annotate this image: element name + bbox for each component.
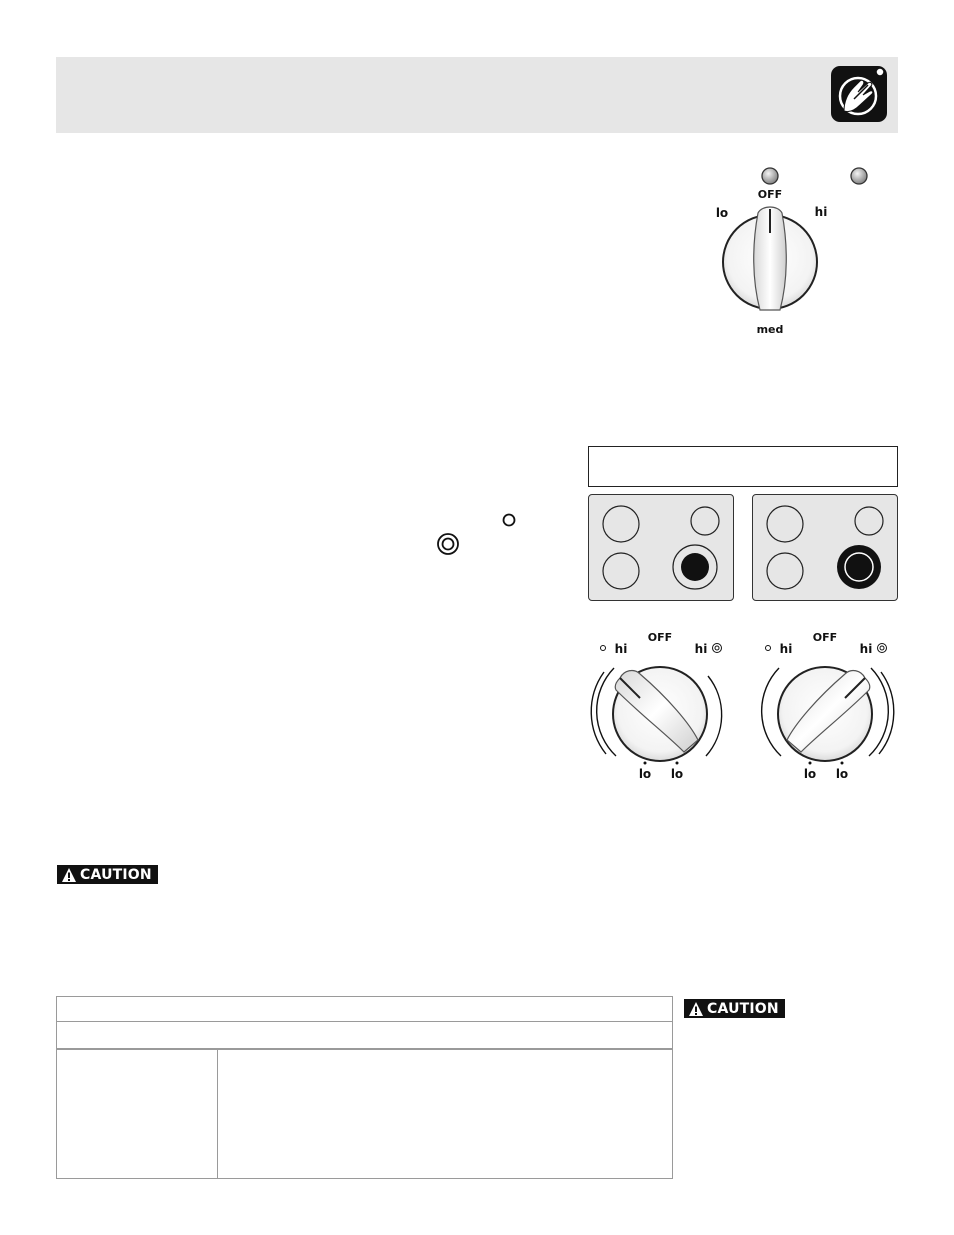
- dial-hi-label: hi: [814, 205, 828, 219]
- surface-control-dial[interactable]: [700, 185, 840, 340]
- dial-med-label: med: [756, 323, 784, 336]
- warning-triangle-icon: [61, 867, 77, 883]
- dial-off-label: OFF: [647, 631, 673, 644]
- dial-lo-left-label: lo: [638, 767, 652, 781]
- caution-label: CAUTION: [80, 866, 152, 883]
- caution-label: CAUTION: [707, 1000, 779, 1017]
- dial-hi-left-label: hi: [614, 642, 628, 656]
- cooktop-diagram-dual: [752, 494, 898, 601]
- table-divider: [57, 1048, 672, 1050]
- dial-off-label: OFF: [812, 631, 838, 644]
- dial-hi-left-label: hi: [779, 642, 793, 656]
- dial-hi-right-label: hi: [859, 642, 873, 656]
- dual-element-icon: [436, 532, 460, 556]
- warning-triangle-icon: [688, 1001, 704, 1017]
- dual-control-dial-dual-setting[interactable]: [755, 628, 895, 784]
- header-band: [56, 57, 898, 133]
- hand-adjusting-knob-icon: [830, 65, 888, 123]
- dial-lo-right-label: lo: [835, 767, 849, 781]
- cooking-settings-table: [56, 996, 673, 1179]
- dial-lo-label: lo: [715, 206, 729, 220]
- dual-control-dial-single-setting[interactable]: [590, 628, 730, 784]
- cooktop-diagram-single: [588, 494, 734, 601]
- caution-badge: [684, 999, 785, 1018]
- dial-off-label: OFF: [757, 188, 783, 201]
- single-element-icon: [501, 512, 517, 528]
- burner-diagram-caption-box: [588, 446, 898, 487]
- table-column-divider: [217, 1049, 218, 1178]
- dial-hi-right-label: hi: [694, 642, 708, 656]
- dial-lo-right-label: lo: [670, 767, 684, 781]
- indicator-light-left: [760, 166, 780, 186]
- indicator-light-right: [849, 166, 869, 186]
- dial-lo-left-label: lo: [803, 767, 817, 781]
- table-divider: [57, 1021, 672, 1022]
- caution-badge: [57, 865, 158, 884]
